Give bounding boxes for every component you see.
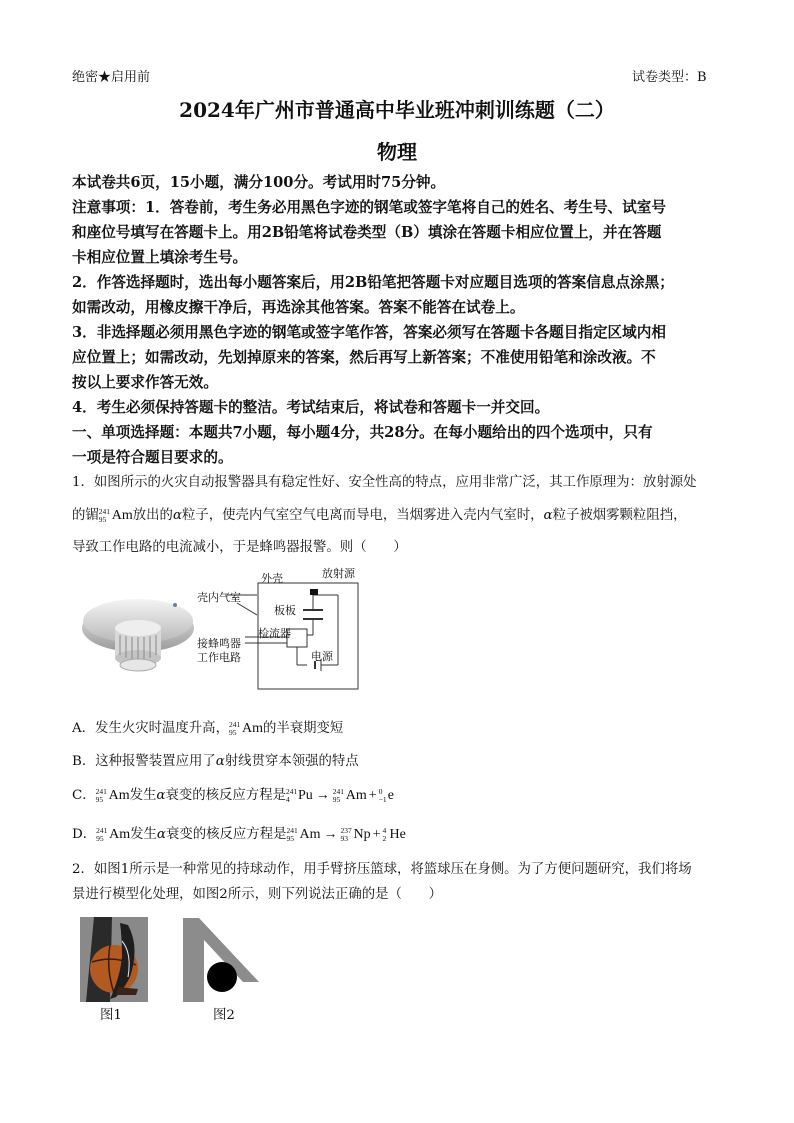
q1-option-c: C． 241 95 Am发生α衰变的核反应方程是 241 4 Pu → 241 95 Am + 0 −1 e	[72, 786, 394, 804]
note-line: 卡相应位置上填涂考生号。	[72, 249, 248, 266]
detector-circuit-diagram	[195, 565, 365, 695]
note-line: 和座位号填写在答题卡上。用2B铅笔将试卷类型（B）填涂在答题卡相应位置上，并在答题	[72, 224, 662, 241]
note-line: 4．考生必须保持答题卡的整洁。考试结束后，将试卷和答题卡一并交回。	[72, 399, 550, 416]
q1-option-a: A．发生火灾时温度升高， 241 95 Am的半衰期变短	[72, 719, 344, 737]
q2-line2: 景进行模型化处理，如图2所示，则下列说法正确的是（ ）	[72, 887, 443, 902]
note-line: 2．作答选择题时，选出每小题答案后，用2B铅笔把答题卡对应题目选项的答案信息点涂黑；	[72, 274, 674, 291]
label-power: 电源	[311, 650, 333, 663]
label-case: 外壳	[261, 572, 283, 585]
label-plate: 板板	[274, 604, 296, 617]
label-source: 放射源	[322, 567, 355, 580]
label-buzzer-circuit: 工作电路	[197, 651, 241, 664]
note-line: 如需改动，用橡皮擦干净后，再选涂其他答案。答案不能答在试卷上。	[72, 299, 525, 316]
label-buzzer: 接蜂鸣器	[197, 637, 241, 650]
subject-title: 物理	[377, 140, 417, 164]
figure-1-photo	[80, 917, 148, 1002]
note-line: 应位置上；如需改动，先划掉原来的答案，然后再写上新答案；不准使用铅笔和涂改液。不	[72, 349, 656, 366]
note-line: 3．非选择题必须用黑色字迹的钢笔或签字笔作答，答案必须写在答题卡各题目指定区域内相	[72, 324, 666, 341]
q1-line2: 的镅 241 95 Am放出的α粒子，使壳内气室空气电离而导电，当烟雾进入壳内气室时，α粒子被烟雾颗粒阻挡，	[72, 506, 687, 524]
paper-type-label: 试卷类型：B	[632, 70, 707, 85]
q1-option-b: B．这种报警装置应用了α射线贯穿本领强的特点	[72, 754, 359, 769]
label-chamber: 壳内气室	[197, 591, 241, 604]
q1-line1: 1．如图所示的火灾自动报警器具有稳定性好、安全性高的特点，应用非常广泛，其工作原理为：放射源处	[72, 475, 697, 490]
note-line: 按以上要求作答无效。	[72, 374, 218, 391]
q2-line1: 2．如图1所示是一种常见的持球动作，用手臂挤压篮球，将篮球压在身侧。为了方便问题研究，我们将场	[72, 862, 692, 877]
q1-option-d: D． 241 95 Am发生α衰变的核反应方程是 241 95 Am → 237 93 Np + 4 2 He	[72, 825, 406, 843]
confidential-label: 绝密★启用前	[72, 70, 151, 85]
section-heading: 一、单项选择题：本题共7小题，每小题4分，共28分。在每小题给出的四个选项中，只有	[72, 424, 653, 441]
intro-text: 本试卷共6页，15小题，满分100分。考试用时75分钟。	[72, 174, 446, 191]
note-line: 注意事项：1．答卷前，考生务必用黑色字迹的钢笔或签字笔将自己的姓名、考生号、试室号	[72, 199, 666, 216]
smoke-detector-image	[80, 583, 195, 678]
label-detector: 检流器	[258, 627, 291, 640]
figure-2-model	[181, 916, 261, 1004]
figure-1-caption: 图1	[100, 1008, 122, 1023]
notes-block	[72, 195, 732, 470]
exam-title: 2024年广州市普通高中毕业班冲刺训练题（二）	[179, 98, 615, 122]
q1-line3: 导致工作电路的电流减小，于是蜂鸣器报警。则（ ）	[72, 540, 407, 555]
figure-2-caption: 图2	[213, 1008, 235, 1023]
section-heading-cont: 一项是符合题目要求的。	[72, 449, 233, 466]
